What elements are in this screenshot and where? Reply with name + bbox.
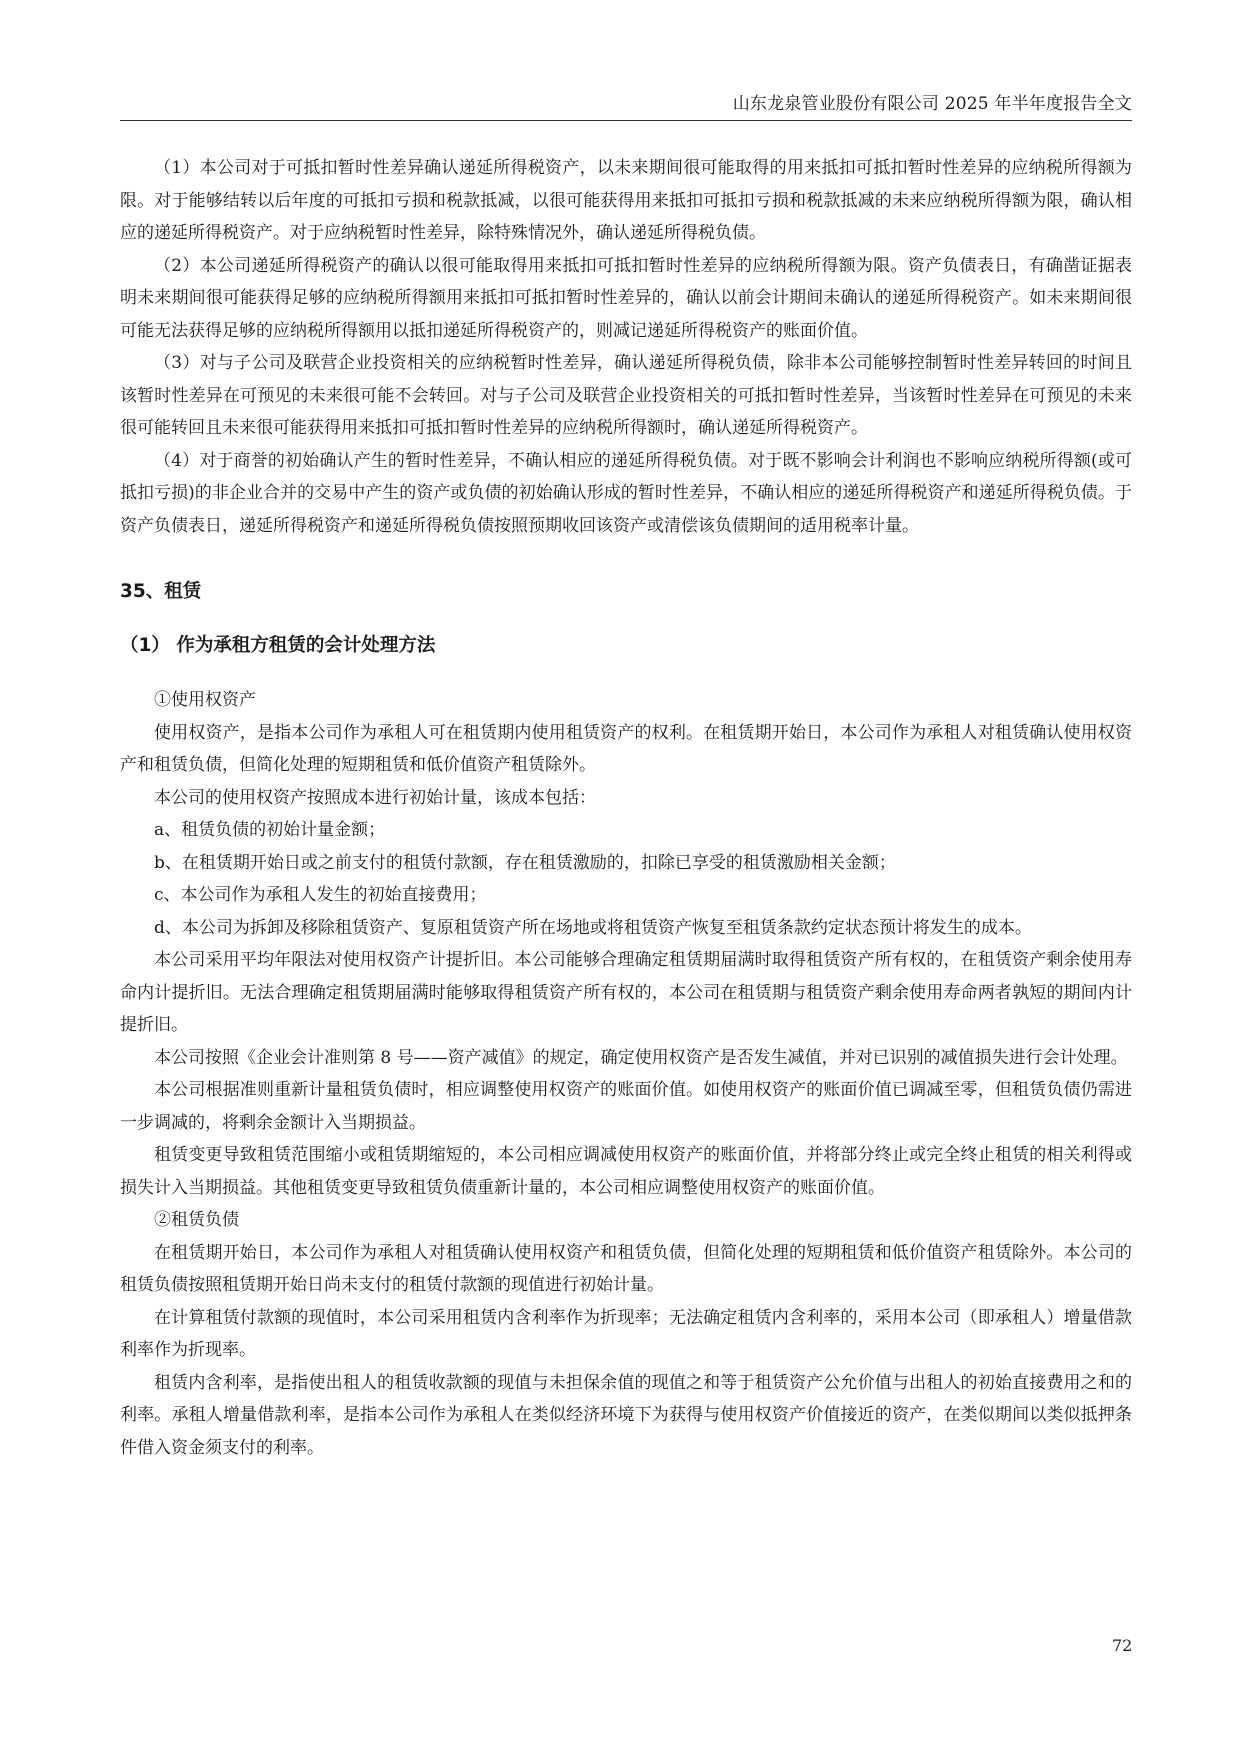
paragraph: 本公司按照《企业会计准则第 8 号——资产减值》的规定，确定使用权资产是否发生减值，并对已识别的减值损失进行会计处理。 (154, 1047, 1128, 1068)
paragraph: （3）对与子公司及联营企业投资相关的应纳税暂时性差异，确认递延所得税负债，除非本公司能够控制暂时性差异转回的时间且该暂时性差异在可预见的未来很可能不会转回。对与子公司及联营企业投资相关的可抵扣暂时性差异，当该暂时性差异在可预见的未来很可能转回且未来很可能获得用来抵扣可抵扣暂时性差异的应纳税所得额时，确认递延所得税资产。 (120, 353, 1132, 438)
page-number: 72 (1112, 1636, 1133, 1655)
section-heading: 35、租赁 (120, 581, 202, 602)
page-header (120, 84, 1132, 121)
list-item: b、在租赁期开始日或之前支付的租赁付款额，存在租赁激励的，扣除已享受的租赁激励相关金额； (154, 852, 896, 873)
paragraph: 在计算租赁付款额的现值时，本公司采用租赁内含利率作为折现率；无法确定租赁内含利率的，采用本公司（即承租人）增量借款利率作为折现率。 (120, 1307, 1132, 1360)
paragraph: 租赁内含利率，是指使出租人的租赁收款额的现值与未担保余值的现值之和等于租赁资产公允价值与出租人的初始直接费用之和的利率。承租人增量借款利率，是指本公司作为承租人在类似经济环境下为获得与使用权资产价值接近的资产，在类似期间以类似抵押条件借入资金须支付的利率。 (120, 1372, 1132, 1458)
paragraph: 本公司根据准则重新计量租赁负债时，相应调整使用权资产的账面价值。如使用权资产的账面价值已调减至零，但租赁负债仍需进一步调减的，将剩余金额计入当期损益。 (120, 1080, 1132, 1133)
paragraph: 在租赁期开始日，本公司作为承租人对租赁确认使用权资产和租赁负债，但简化处理的短期租赁和低价值资产租赁除外。本公司的租赁负债按照租赁期开始日尚未支付的租赁付款额的现值进行初始计量。 (120, 1242, 1132, 1295)
paragraph: ①使用权资产 (154, 690, 256, 710)
list-item: c、本公司作为承租人发生的初始直接费用； (154, 885, 487, 905)
paragraph: 本公司采用平均年限法对使用权资产计提折旧。本公司能够合理确定租赁期届满时取得租赁资产所有权的，在租赁资产剩余使用寿命内计提折旧。无法合理确定租赁期届满时能够取得租赁资产所有权的，本公司在租赁期与租赁资产剩余使用寿命两者孰短的期间内计提折旧。 (120, 950, 1132, 1035)
list-item: a、租赁负债的初始计量金额； (154, 820, 386, 840)
document-body (120, 152, 1132, 1464)
list-item: d、本公司为拆卸及移除租赁资产、复原租赁资产所在场地或将租赁资产恢复至租赁条款约定状态预计将发生的成本。 (154, 917, 1032, 938)
paragraph: 使用权资产，是指本公司作为承租人可在租赁期内使用租赁资产的权利。在租赁期开始日，本公司作为承租人对租赁确认使用权资产和租赁负债，但简化处理的短期租赁和低价值资产租赁除外。 (120, 722, 1132, 775)
paragraph: ②租赁负债 (154, 1210, 239, 1230)
paragraph: （1）本公司对于可抵扣暂时性差异确认递延所得税资产，以未来期间很可能取得的用来抵扣可抵扣暂时性差异的应纳税所得额为限。对于能够结转以后年度的可抵扣亏损和税款抵减，以很可能获得用来抵扣可抵扣亏损和税款抵减的未来应纳税所得额为限，确认相应的递延所得税资产。对于应纳税暂时性差异，除特殊情况外，确认递延所得税负债。 (120, 158, 1132, 243)
paragraph: （2）本公司递延所得税资产的确认以很可能取得用来抵扣可抵扣暂时性差异的应纳税所得额为限。资产负债表日，有确凿证据表明未来期间很可能获得足够的应纳税所得额用来抵扣可抵扣暂时性差异的，确认以前会计期间未确认的递延所得税资产。如未来期间很可能无法获得足够的应纳税所得额用以抵扣递延所得税资产的，则减记递延所得税资产的账面价值。 (120, 255, 1132, 341)
paragraph: 租赁变更导致租赁范围缩小或租赁期缩短的，本公司相应调减使用权资产的账面价值，并将部分终止或完全终止租赁的相关利得或损失计入当期损益。其他租赁变更导致租赁负债重新计量的，本公司相应调整使用权资产的账面价值。 (120, 1145, 1132, 1198)
paragraph: 本公司的使用权资产按照成本进行初始计量，该成本包括： (154, 787, 596, 808)
header-title: 山东龙泉管业股份有限公司 2025 年半年度报告全文 (732, 94, 1132, 114)
subsection-heading: （1） 作为承租方租赁的会计处理方法 (120, 635, 436, 656)
paragraph: （4）对于商誉的初始确认产生的暂时性差异，不确认相应的递延所得税负债。对于既不影响会计利润也不影响应纳税所得额(或可抵扣亏损)的非企业合并的交易中产生的资产或负债的初始确认形成的暂时性差异，不确认相应的递延所得税资产和递延所得税负债。于资产负债表日，递延所得税资产和递延所得税负债按照预期收回该资产或清偿该负债期间的适用税率计量。 (120, 450, 1132, 536)
